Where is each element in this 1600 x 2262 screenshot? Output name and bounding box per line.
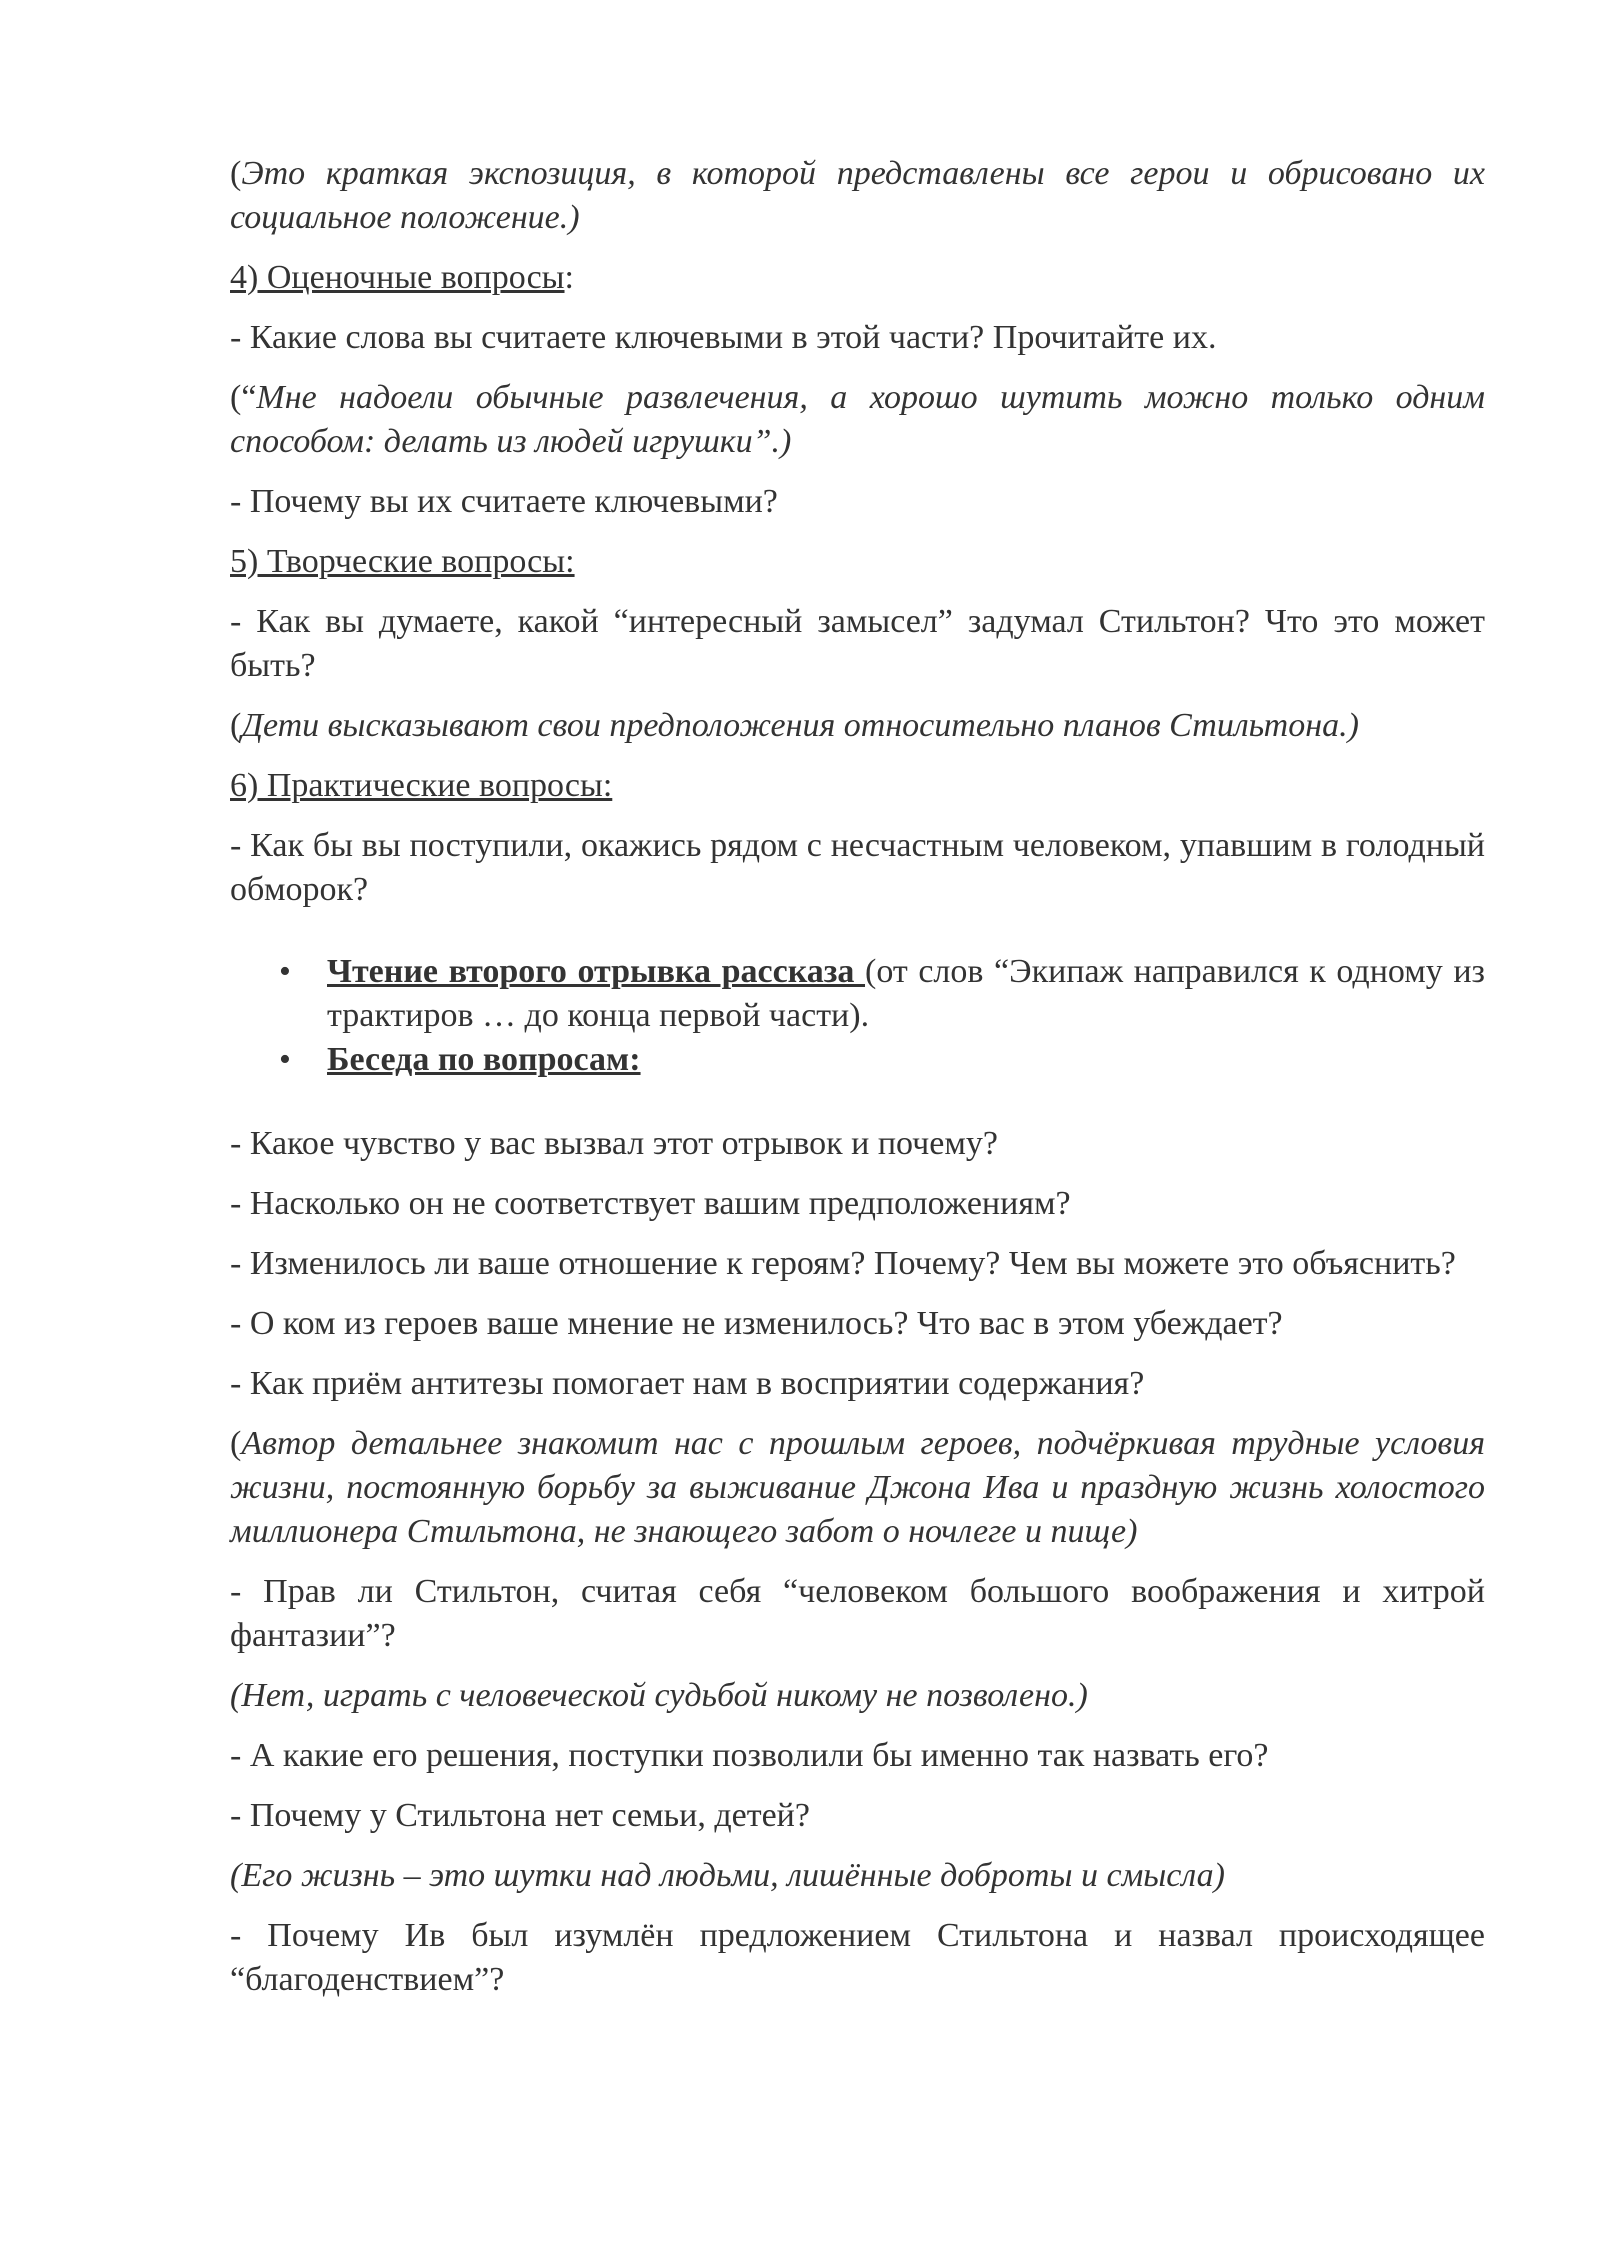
answer-family: (Его жизнь – это шутки над людьми, лишённые доброты и смысла) xyxy=(230,1857,1225,1894)
question-feeling: - Какое чувство у вас вызвал этот отрывок и почему? xyxy=(230,1125,998,1162)
heading-colon: : xyxy=(564,259,574,296)
answer-antithesis-text: Автор детальнее знакомит нас с прошлым героев, подчёркивая трудные условия жизни, постоянную борьбу за выживание Джона Ива и праздную жизнь холостого миллионера Стильтона, не знающего забот о ночлеге и пище) xyxy=(230,1425,1485,1550)
bullet-list xyxy=(230,950,1485,1082)
bullet-reading-title: Чтение второго отрывка рассказа xyxy=(327,953,866,990)
quote-open: (“ xyxy=(230,379,257,416)
section-heading-practical-label: 6) Практические вопросы: xyxy=(230,767,613,804)
question-why-keywords: - Почему вы их считаете ключевыми? xyxy=(230,483,778,520)
exposition-note xyxy=(230,152,1485,240)
answer-antithesis xyxy=(230,1422,1485,1554)
bullet-reading xyxy=(327,950,1485,1038)
question-decisions: - А какие его решения, поступки позволили бы именно так назвать его? xyxy=(230,1737,1269,1774)
section-heading-evaluative-label: 4) Оценочные вопросы xyxy=(230,259,565,296)
exposition-note-text: Это краткая экспозиция, в которой представлены все герои и обрисовано их социальное положение.) xyxy=(230,155,1485,236)
question-idea: - Как вы думаете, какой “интересный замысел” задумал Стильтон? Что это может быть? xyxy=(230,603,1485,684)
question-family: - Почему у Стильтона нет семьи, детей? xyxy=(230,1797,810,1834)
answer-keywords-text: Мне надоели обычные развлечения, а хорошо шутить можно только одним способом: делать из людей игрушки”.) xyxy=(230,379,1485,460)
question-unchanged: - О ком из героев ваше мнение не изменилось? Что вас в этом убеждает? xyxy=(230,1305,1283,1342)
question-act: - Как бы вы поступили, окажись рядом с несчастным человеком, упавшим в голодный обморок? xyxy=(230,827,1485,908)
section-heading-creative xyxy=(230,540,1485,584)
question-keywords: - Какие слова вы считаете ключевыми в этой части? Прочитайте их. xyxy=(230,319,1217,356)
question-expectations: - Насколько он не соответствует вашим предположениям? xyxy=(230,1185,1071,1222)
paren-open: ( xyxy=(230,707,242,744)
answer-imagination: (Нет, играть с человеческой судьбой никому не позволено.) xyxy=(230,1677,1088,1714)
section-heading-evaluative xyxy=(230,256,1485,300)
answer-idea xyxy=(230,704,1485,748)
section-heading-creative-label: 5) Творческие вопросы: xyxy=(230,543,575,580)
bullet-discussion xyxy=(327,1038,1485,1082)
answer-idea-text: Дети высказывают свои предположения относительно планов Стильтона.) xyxy=(241,707,1359,744)
section-heading-practical xyxy=(230,764,1485,808)
bullet-reading-rest: (от слов “Экипаж направился к одному из трактиров … до конца первой части). xyxy=(327,953,1485,1034)
question-antithesis: - Как приём антитезы помогает нам в восприятии содержания? xyxy=(230,1365,1145,1402)
question-attitude: - Изменилось ли ваше отношение к героям? Почему? Чем вы можете это объяснить? xyxy=(230,1245,1456,1282)
question-amazed: - Почему Ив был изумлён предложением Стильтона и назвал происходящее “благоденствием”? xyxy=(230,1917,1485,1998)
question-imagination: - Прав ли Стильтон, считая себя “человеком большого воображения и хитрой фантазии”? xyxy=(230,1573,1485,1654)
paren-open: ( xyxy=(230,1425,242,1462)
answer-keywords xyxy=(230,376,1485,464)
paren-open: ( xyxy=(230,155,242,192)
bullet-discussion-title: Беседа по вопросам: xyxy=(327,1041,641,1078)
